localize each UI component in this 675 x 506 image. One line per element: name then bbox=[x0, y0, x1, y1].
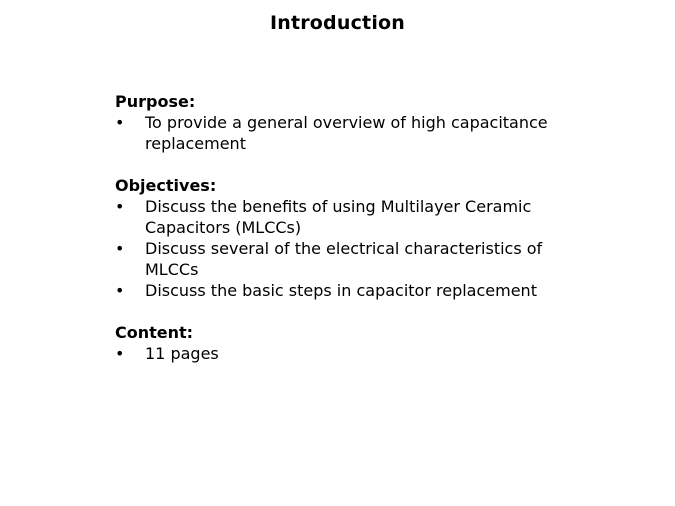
list-item-text: Discuss several of the electrical characteristics of MLCCs bbox=[145, 239, 543, 279]
section-heading-purpose: Purpose: bbox=[115, 92, 196, 111]
list-item-text: Discuss the basic steps in capacitor replacement bbox=[145, 281, 537, 300]
list-item bbox=[115, 343, 565, 364]
section-heading-content: Content: bbox=[115, 323, 194, 342]
section-purpose bbox=[115, 91, 565, 154]
list-item bbox=[115, 280, 565, 301]
list-item bbox=[115, 112, 565, 154]
list-item bbox=[115, 238, 565, 280]
list-item-text: To provide a general overview of high capacitance replacement bbox=[145, 113, 548, 153]
bullet-icon: • bbox=[115, 281, 125, 300]
bullet-icon: • bbox=[115, 239, 125, 258]
list-item bbox=[115, 196, 565, 238]
bullet-icon: • bbox=[115, 113, 125, 132]
section-heading-objectives: Objectives: bbox=[115, 176, 217, 195]
slide-content bbox=[115, 91, 565, 385]
section-content bbox=[115, 322, 565, 364]
bullet-icon: • bbox=[115, 344, 125, 363]
list-item-text: 11 pages bbox=[145, 344, 219, 363]
page-title: Introduction bbox=[269, 12, 406, 34]
section-objectives bbox=[115, 175, 565, 301]
bullet-icon: • bbox=[115, 197, 125, 216]
list-item-text: Discuss the benefits of using Multilayer Ceramic Capacitors (MLCCs) bbox=[145, 197, 532, 237]
